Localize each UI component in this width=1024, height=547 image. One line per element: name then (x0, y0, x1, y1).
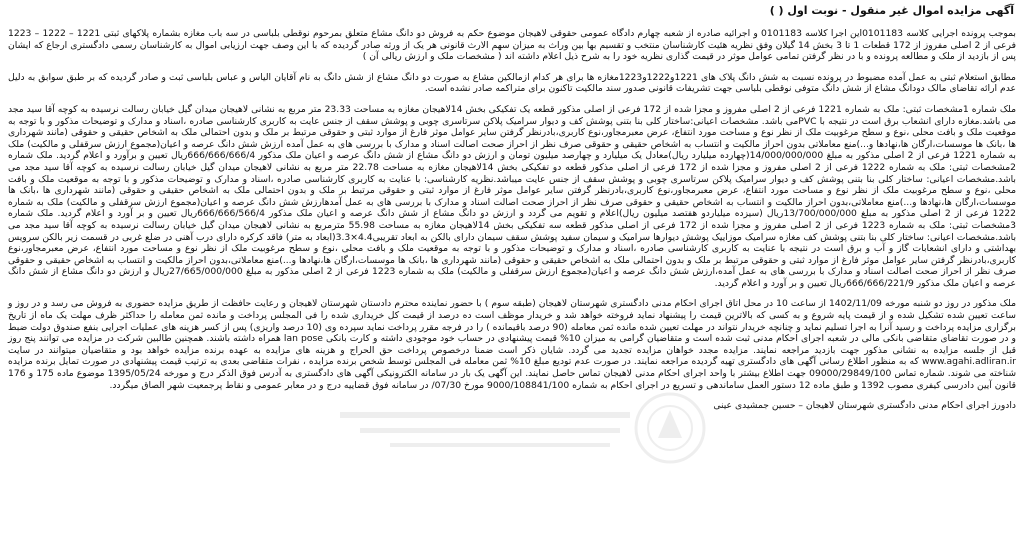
notice-title: آگهی مزایده اموال غیر منقول - نوبت اول ( ) (769, 4, 1014, 17)
auction-terms-paragraph: ملک مذکور در روز دو شنبه مورخه 1402/11/09 از ساعت 10 در محل اتاق اجرای احکام مدنی دادگستری شهرستان لاهیجان (طبقه سوم ) با حضور نماینده محترم دادستان شهرستان لاهیجان و رعایت حافظت از طریق مزایده حضوری به فروش می رسد و در روز و ساعت تعیین شده تشکیل شده و از قیمت پایه شروع و به کسی که بالاترین قیمت را پیشنهاد نماید فروخته خواهد شد و خریدار موظف است ده درصد از قیمت کل خریداری شده را فی المجلس پرداخت و مانده ثمن معامله را حداکثر ظرف مهلت یک ماه از تاریخ برگزاری مزایده پرداخت و رسید آنرا به اجرا تسلیم نماید و چنانچه خریدار نتواند در مهلت تعیین شده مانده ثمن معامله (90 درصد باقیمانده ) را در فرجه مقرر پرداخت نماید سپرده وی (10 درصد واریزی) پس از کسر هزینه های عملیات اجرایی بنفع صندوق دولت ضبط و در صورت تقاضای متقاضی بانکی مالی در شعبه اجرای احکام مدنی ثبت شده است و متقاضیان گرامی به میزان 10% قیمت پیشنهادی در حساب خود موجودی داشته و کارت بانکی lan pose همراه داشته باشند. همچنین طالبین شرکت در مزایده می توانند پنج روز قبل از جلسه مزایده به نشانی مذکور جهت بازدید مراجعه نمایند. مزایده مجدد خواهان مزایده تجدید می گردد. شایان ذکر است ضمنا درخصوص پرداخت حق الحراج و هزینه های مزایده به عهده برنده مزایده خواهد بود و متقاضیان میتوانند در سایت www.agahi.adliran.ir که به منظور اطلاع رسانی آگهی های دادگستری تهیه گردیده مراجعه نمایند. در صورت عدم تودیع مبلغ 10% ثمن معامله فی المجلس توسط شخص برنده مزایده ، نفرات متقاضی بعدی به ترتیب قیمت پیشنهادی در صورت تمایل برنده مزایده شناخته می شوند. شماره تماس 09000/29849/100 جهت اطلاع بیشتر با واحد اجرای احکام مدنی لاهیجان تماس حاصل نمایند. این آگهی یک بار در سامانه الکترونیکی آگهی های دادگستری به آدرس فوق الذکر درج و مورخه 1395/05/24 موضوع ماده 175 و 176 قانون آیین دادرسی کیفری مصوب 1392 و طبق ماده 12 دستور العمل ساماندهی و تسریع در اجرای احکام به شماره 9000/108841/100 مورخ 07/30/ در سامانه فوق قضاییه درج و در معابر عمومی و نقاط پرجمعیت شهر الصاق میگردد. (8, 298, 1017, 391)
case-intro-paragraph: بموجب پرونده اجرایی کلاسه 0101183این اجرا کلاسه 0101183 و اجرائیه صادره از شعبه چهارم دادگاه عمومی حقوقی لاهیجان موضوع حکم به فروش دو دانگ مشاع متعلق بمرحوم نوقطی بلباسی در سه باب مغازه بشماره پلاکهای ثبتی 1221 – 1222 – 1223 فرعی از 2 اصلی مفروز از 172 قطعات 1 تا 3 بخش 14 گیلان وفق نظریه هئیت کارشناسان منتخب و تقسیم بها بین وراث به میزان سهم الارث قانونی هر یک از ورثه صادر گردیده که با این وصف جهت ارزیابی اموال به کارشناسان رسمی دادگستری ارجاع که ایشان پس از بازدید از ملک و مطالعه پرونده و با در نظر گرفتن تمامی عوامل موثر در قیمت گذاری نظریه خود را به شرح ذیل اعلام داشته اند ( مشخصات ملک و ارزش ریالی آن ) (8, 28, 1016, 63)
signature-line: دادورز اجرای احکام مدنی دادگستری شهرستان لاهیجان – حسین جمشیدی عینی (713, 400, 1016, 412)
registration-inquiry-paragraph: مطابق استعلام ثبتی به عمل آمده مضبوط در پرونده نسبت به شش دانگ پلاک های 1221و1222و1223مغازه ها برای هر کدام ازمالکین مشاع به صورت دو دانگ مشاع از شش دانگ به نام آقایان الیاس و عباس بلباسی ثبت و صادر گردیده که بر طبق سوابق به دلیل عدم ارائه تقاضای مالک دودانگ مشاع از شش دانگ متوفی نوقطی بلباسی جهت تشریفات قانونی صدور سند مالکیت تاکنون برای متراکمه صادر نشده است. (8, 71, 1016, 95)
property-details-paragraph: ملک شماره 1مشخصات ثبتی: ملک به شماره 1221 فرعی از 2 اصلی مفروز و مجزا شده از 172 فرعی از اصلی مذکور قطعه یک تفکیکی بخش 14لاهیجان مغازه به مساحت 23.33 متر مربع به نشانی لاهیجان میدان گیل خیابان رسالت نرسیده به کوچه آقا سید مجد می باشد.مغازه دارای انشعاب برق است در نتیجه با PVCمی باشد. مشخصات اعیانی:ساختار کلی بنا بتنی پوشش کف و دیوار سرامیک پلاکن سرتاسری چوبی و پوشش سقف از جنس عایت به کاربری کارشناسی صادره ،اسناد و مدارک و توضیحات مذکور و با توجه به موقعیت ملک و بافت محلی ،نوع و سطح مرغوبیت ملک از نظر نوع و مساحت مورد انتفاع، عرض معبرمجاور،نوع کاربری،بادرنظر گرفتن سایر عوامل موثر فارغ از موارد ثبتی و حقوقی مرتبط بر ملک و بدون احتمالی ملک به اشخاص حقیقی و حقوقی (مانند شهرداری ها ،بانک ها موسسات،ارگان ها،نهادها و...)منع معاملاتی بدون احراز مالکیت و انتساب به اشخاص حقیقی و حقوقی صرف نظر از احراز صحت اصالت اسناد و مدارک با بررسی های به عمل آمده ارزش شش دانگ عرصه و اعیان(مجموع ارزش سرقفلی و مالکیت) ملک به شماره 1221 فرعی از 2 اصلی مذکور به مبلغ 14/000/000/000(چهارده میلیارد ریال)معادل یک میلیارد و چهارصد میلیون تومان و ارزش دو دانگ مشاع از شش دانگ عرصه و اعیان ملک مذکور 666/666/666/4ریال تعیین و برآورد و اعلام گردید. ملک شماره 2مشخصات ثبتی: ملک به شماره 1222 فرعی از 2 اصلی مفروز و مجزا شده از 172 فرعی از اصلی مذکور قطعه دو تفکیکی بخش 14لاهیجان مغازه به مساحت 22.78 متر مربع به نشانی لاهیجان میدان گیل خیابان رسالت نرسیده به کوچه آقا سید مجد می باشد.مشخصات اعیانی: ساختار کلی بنا بتنی پوشش کف و دیوار سرامیک پلاکن سرتاسری چوبی و پوشش سقف از جنس عایت میباشد.نظریه کارشناسی: با عنایت به کاربری کارشناسی صادره ،اسناد و مدارک و توضیحات مذکور و با توجه به موقعیت ملک و بافت محلی ،نوع و سطح مرغوبیت ملک از نظر نوع و مساحت مورد انتفاع، عرض معبرمجاور،نوع کاربری،بادرنظر گرفتن سایر عوامل موثر فارغ از موارد ثبتی و حقوقی مرتبط بر ملک و بدون احتمالی ملک به اشخاص حقیقی و حقوقی (مانند شهرداری ها ،بانک ها موسسات،ارگان ها،نهادها و...)منع معاملاتی،بدون احراز مالکیت و انتساب به اشخاص حقیقی و حقوقی صرف نظر از احراز صحت اصالت اسناد و مدارک با بررسی های به عمل آمدهارزش شش دانگ عرصه و اعیان(مجموع ارزش سرقفلی و مالکیت) ملک به شماره 1222 فرعی از 2 اصلی مذکور به مبلغ 13/700/000/000ریال (سیزده میلیاردو هفتصد میلیون ریال)اعلام و تقویم می گردد و ارزش دو دانگ مشاع از شش دانگ عرصه و اعیان ملک مذکور 666/666/566/4ریال تعیین و بر آورد و اعلام گردید. ملک شماره 3مشخصات ثبتی: ملک به شماره 1223 فرعی از 2 اصلی مفروز و مجزا شده از 172 فرعی از اصلی مذکور قطعه سه تفکیکی بخش 14لاهیجان مغازه به مساحت 55.98 مترمربع به نشانی لاهیجان میدان گیل خیابان رسالت نرسیده به کوچه آقا سید مجد می باشد.مشخصات اعیانی: ساختار کلی بنا بتنی پوشش کف مغازه سرامیک موزاییک پوشش دیوارها سرامیک و سیمان سفید پوشش سقف سیمان دارای بالکن به ابعاد تقریبی4.4×3.3(ابعاد به متر) فاقد کرکره دارای درب آهنی در ضلع غربی در قسمت زیر بالکن سرویس بهداشتی و دارای انشعابات گاز و آب و برق است در نتیجه با عنایت به کاربری کارشناسی صادره ،اسناد و مدارک و توضیحات مذکور و با توجه به موقعیت ملک و بافت محلی ،نوع و سطح مرغوبیت ملک از نظر نوع و مساحت مورد انتفاع، عرض معبرمجاور،نوع کاربری،بادرنظر گرفتن سایر عوامل موثر فارغ از موارد ثبتی و حقوقی مرتبط بر ملک و بدون احتمالی ملک به اشخاص حقیقی و حقوقی (مانند شهرداری ها ،بانک ها موسسات،ارگان ها،نهادها و...)منع معاملاتی،بدون احراز مالکیت و انتساب به اشخاص حقیقی و حقوقی صرف نظر از احراز صحت اصالت اسناد و مدارک با بررسی های به عمل آمده،ارزش شش دانگ عرصه و اعیان(مجموع ارزش سرقفلی و مالکیت) ملک به شماره 1223 فرعی از 2 اصلی مذکور به مبلغ 27/665/000/000ریال و ارزش دو دانگ مشاع از شش دانگ عرصه و اعیان ملک مذکور 666/666/221/9ریال تعیین و بر آورد و اعلام گردید. (8, 103, 1017, 289)
